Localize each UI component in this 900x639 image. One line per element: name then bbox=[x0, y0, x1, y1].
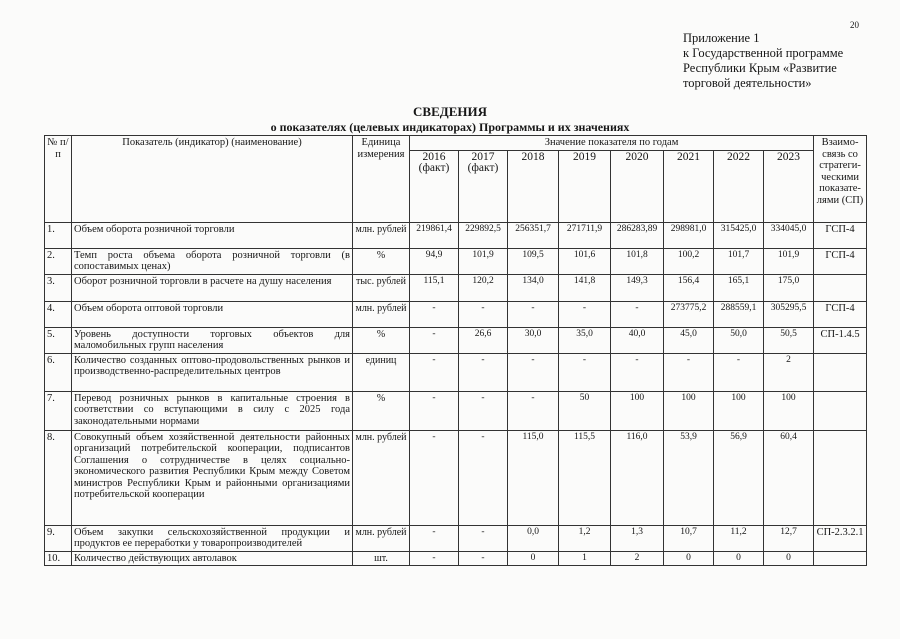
table-row bbox=[45, 301, 867, 327]
row-unit: % bbox=[353, 391, 410, 430]
row-value: - bbox=[410, 430, 459, 525]
row-value: 134,0 bbox=[508, 274, 559, 301]
row-value: 115,1 bbox=[410, 274, 459, 301]
row-value: 101,7 bbox=[714, 248, 764, 274]
row-indicator: Уровень доступности торговых объектов для маломобильных групп населения bbox=[72, 327, 353, 353]
row-value: 26,6 bbox=[459, 327, 508, 353]
row-num: 3. bbox=[45, 274, 72, 301]
row-value: 100,2 bbox=[664, 248, 714, 274]
row-value: 35,0 bbox=[559, 327, 611, 353]
row-value: - bbox=[459, 353, 508, 391]
row-value: 149,3 bbox=[611, 274, 664, 301]
table-row bbox=[45, 551, 867, 566]
row-indicator: Темп роста объема оборота розничной торговли (в сопоставимых ценах) bbox=[72, 248, 353, 274]
row-indicator: Количество созданных оптово-продовольственных рынков и производственно-распределительных центров bbox=[72, 353, 353, 391]
row-value: - bbox=[559, 301, 611, 327]
row-value: 256351,7 bbox=[508, 222, 559, 248]
row-value: - bbox=[410, 525, 459, 551]
row-value: 115,0 bbox=[508, 430, 559, 525]
row-strategic-link bbox=[814, 551, 867, 566]
header-year: 2018 bbox=[508, 150, 559, 222]
row-unit: % bbox=[353, 248, 410, 274]
row-num: 6. bbox=[45, 353, 72, 391]
row-value: - bbox=[508, 353, 559, 391]
row-value: - bbox=[410, 327, 459, 353]
row-value: 1 bbox=[559, 551, 611, 566]
row-value: 101,6 bbox=[559, 248, 611, 274]
row-value: 116,0 bbox=[611, 430, 664, 525]
row-value: - bbox=[459, 391, 508, 430]
header-num: № п/п bbox=[45, 136, 72, 223]
table-row bbox=[45, 327, 867, 353]
indicators-table-wrap bbox=[44, 135, 866, 566]
row-value: 0 bbox=[714, 551, 764, 566]
row-strategic-link: ГСП-4 bbox=[814, 301, 867, 327]
row-value: 0 bbox=[664, 551, 714, 566]
row-value: - bbox=[459, 430, 508, 525]
row-value: 12,7 bbox=[764, 525, 814, 551]
row-value: 219861,4 bbox=[410, 222, 459, 248]
table-row bbox=[45, 525, 867, 551]
row-value: 120,2 bbox=[459, 274, 508, 301]
document-title: СВЕДЕНИЯ bbox=[413, 104, 487, 119]
row-value: 286283,89 bbox=[611, 222, 664, 248]
row-value: 50,5 bbox=[764, 327, 814, 353]
header-year: 2022 bbox=[714, 150, 764, 222]
row-value: 165,1 bbox=[714, 274, 764, 301]
row-indicator: Количество действующих автолавок bbox=[72, 551, 353, 566]
row-value: 1,3 bbox=[611, 525, 664, 551]
header-strategic-link: Взаимо-связь со стратеги-ческими показате-лями (СП) bbox=[814, 136, 867, 223]
header-year: 2016 (факт) bbox=[410, 150, 459, 222]
row-value: 100 bbox=[611, 391, 664, 430]
row-value: 30,0 bbox=[508, 327, 559, 353]
row-num: 9. bbox=[45, 525, 72, 551]
row-value: 298981,0 bbox=[664, 222, 714, 248]
document-subtitle: о показателях (целевых индикаторах) Программы и их значениях bbox=[270, 120, 630, 134]
table-row bbox=[45, 248, 867, 274]
row-value: - bbox=[410, 353, 459, 391]
row-value: 288559,1 bbox=[714, 301, 764, 327]
row-value: - bbox=[559, 353, 611, 391]
row-value: 0 bbox=[508, 551, 559, 566]
row-strategic-link bbox=[814, 430, 867, 525]
row-value: 101,9 bbox=[764, 248, 814, 274]
row-value: - bbox=[611, 353, 664, 391]
row-indicator: Оборот розничной торговли в расчете на душу населения bbox=[72, 274, 353, 301]
row-value: 1,2 bbox=[559, 525, 611, 551]
row-num: 7. bbox=[45, 391, 72, 430]
row-value: 0 bbox=[764, 551, 814, 566]
appendix-line: торговой деятельности» bbox=[683, 76, 812, 90]
row-unit: единиц bbox=[353, 353, 410, 391]
header-row bbox=[45, 136, 867, 151]
row-value: 53,9 bbox=[664, 430, 714, 525]
row-value: - bbox=[410, 391, 459, 430]
row-unit: тыс. рублей bbox=[353, 274, 410, 301]
row-value: - bbox=[611, 301, 664, 327]
row-unit: % bbox=[353, 327, 410, 353]
row-num: 8. bbox=[45, 430, 72, 525]
row-indicator: Объем оборота оптовой торговли bbox=[72, 301, 353, 327]
row-value: 175,0 bbox=[764, 274, 814, 301]
appendix-line: Республики Крым «Развитие bbox=[683, 61, 837, 75]
row-value: 229892,5 bbox=[459, 222, 508, 248]
row-num: 10. bbox=[45, 551, 72, 566]
row-value: 10,7 bbox=[664, 525, 714, 551]
table-row bbox=[45, 274, 867, 301]
row-value: 156,4 bbox=[664, 274, 714, 301]
page-number: 20 bbox=[850, 20, 859, 30]
row-value: 100 bbox=[764, 391, 814, 430]
row-strategic-link: СП-2.3.2.1 bbox=[814, 525, 867, 551]
row-value: 45,0 bbox=[664, 327, 714, 353]
row-indicator: Перевод розничных рынков в капитальные строения в соответствии со вступающими в силу с 2025 года законодательными нормами bbox=[72, 391, 353, 430]
row-value: 0,0 bbox=[508, 525, 559, 551]
row-value: - bbox=[410, 301, 459, 327]
appendix-line: к Государственной программе bbox=[683, 46, 844, 60]
row-value: 94,9 bbox=[410, 248, 459, 274]
row-value: 101,9 bbox=[459, 248, 508, 274]
row-indicator: Совокупный объем хозяйственной деятельности районных организаций потребительской кооперации, подписантов Соглашения о сотрудничестве в целях социально-экономического развития Республики Крым между Советом министров Республики Крым и районными организациями потребительской кооперации bbox=[72, 430, 353, 525]
row-num: 2. bbox=[45, 248, 72, 274]
row-strategic-link: ГСП-4 bbox=[814, 222, 867, 248]
row-value: - bbox=[714, 353, 764, 391]
row-value: - bbox=[459, 551, 508, 566]
row-value: - bbox=[459, 525, 508, 551]
header-year: 2017 (факт) bbox=[459, 150, 508, 222]
row-num: 1. bbox=[45, 222, 72, 248]
row-value: 315425,0 bbox=[714, 222, 764, 248]
row-unit: млн. рублей bbox=[353, 301, 410, 327]
row-unit: млн. рублей bbox=[353, 430, 410, 525]
row-value: 60,4 bbox=[764, 430, 814, 525]
table-row bbox=[45, 353, 867, 391]
row-value: 334045,0 bbox=[764, 222, 814, 248]
row-value: 101,8 bbox=[611, 248, 664, 274]
header-year: 2019 bbox=[559, 150, 611, 222]
header-year: 2020 bbox=[611, 150, 664, 222]
row-indicator: Объем закупки сельскохозяйственной продукции и продуктов ее переработки у товаропроизводителей bbox=[72, 525, 353, 551]
table-row bbox=[45, 222, 867, 248]
row-value: 50 bbox=[559, 391, 611, 430]
row-value: 2 bbox=[764, 353, 814, 391]
row-value: 115,5 bbox=[559, 430, 611, 525]
row-value: 109,5 bbox=[508, 248, 559, 274]
row-num: 5. bbox=[45, 327, 72, 353]
row-strategic-link: ГСП-4 bbox=[814, 248, 867, 274]
row-value: 56,9 bbox=[714, 430, 764, 525]
header-values-group: Значение показателя по годам bbox=[410, 136, 814, 151]
row-num: 4. bbox=[45, 301, 72, 327]
row-unit: млн. рублей bbox=[353, 222, 410, 248]
table-row bbox=[45, 391, 867, 430]
row-value: - bbox=[459, 301, 508, 327]
row-indicator: Объем оборота розничной торговли bbox=[72, 222, 353, 248]
indicators-table bbox=[44, 135, 867, 566]
row-value: 11,2 bbox=[714, 525, 764, 551]
row-strategic-link bbox=[814, 274, 867, 301]
row-value: - bbox=[508, 391, 559, 430]
row-value: - bbox=[410, 551, 459, 566]
row-value: 100 bbox=[714, 391, 764, 430]
header-year: 2023 bbox=[764, 150, 814, 222]
header-indicator: Показатель (индикатор) (наименование) bbox=[72, 136, 353, 223]
row-value: 141,8 bbox=[559, 274, 611, 301]
appendix-note bbox=[683, 31, 843, 91]
row-unit: млн. рублей bbox=[353, 525, 410, 551]
row-value: 2 bbox=[611, 551, 664, 566]
header-year: 2021 bbox=[664, 150, 714, 222]
row-value: 100 bbox=[664, 391, 714, 430]
row-value: - bbox=[508, 301, 559, 327]
row-value: 50,0 bbox=[714, 327, 764, 353]
appendix-line: Приложение 1 bbox=[683, 31, 760, 45]
row-value: 271711,9 bbox=[559, 222, 611, 248]
row-value: 273775,2 bbox=[664, 301, 714, 327]
row-strategic-link: СП-1.4.5 bbox=[814, 327, 867, 353]
row-strategic-link bbox=[814, 391, 867, 430]
row-value: - bbox=[664, 353, 714, 391]
row-value: 40,0 bbox=[611, 327, 664, 353]
header-unit: Единица измерения bbox=[353, 136, 410, 223]
row-value: 305295,5 bbox=[764, 301, 814, 327]
row-strategic-link bbox=[814, 353, 867, 391]
row-unit: шт. bbox=[353, 551, 410, 566]
table-row bbox=[45, 430, 867, 525]
